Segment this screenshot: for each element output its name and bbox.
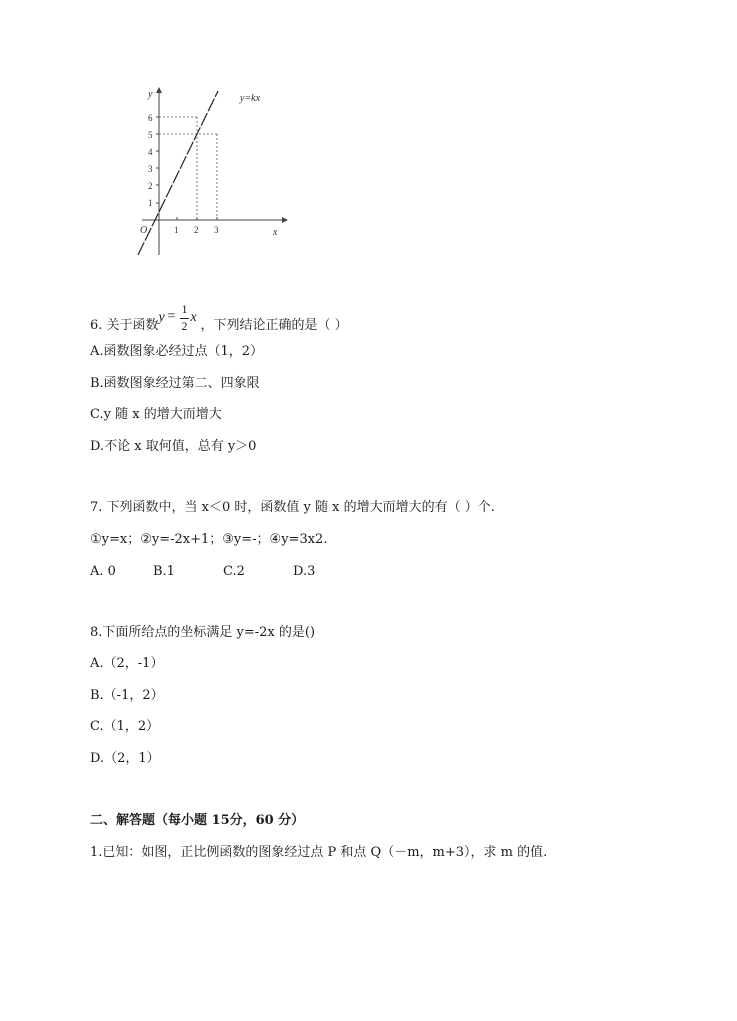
- formula-y: y: [158, 310, 165, 325]
- func-label: y=kx: [240, 93, 261, 104]
- y-tick-label: 6: [148, 113, 153, 123]
- x-tick-label: 3: [214, 225, 219, 235]
- q6-prefix: 6. 关于函数: [90, 318, 159, 333]
- q6-formula: [158, 302, 201, 340]
- formula-eq: =: [167, 309, 176, 324]
- q6-option-c: C.y 随 x 的增大而增大: [90, 407, 222, 422]
- q6-stem: [90, 302, 348, 340]
- q7-options: [90, 564, 315, 580]
- section2-q1: 1.已知：如图，正比例函数的图象经过点 P 和点 Q（－m，m+3），求 m 的值.: [90, 845, 548, 860]
- y-tick-label: 1: [148, 198, 153, 208]
- formula-num: 1: [181, 302, 188, 316]
- q8-option-a: A.（2，-1）: [90, 656, 164, 671]
- q8-stem: 8.下面所给点的坐标满足 y=-2x 的是(): [90, 625, 316, 640]
- x-axis-label: x: [273, 227, 278, 238]
- function-graph: [132, 85, 292, 260]
- y-tick-label: 3: [148, 164, 153, 174]
- x-tick-label: 1: [174, 225, 179, 235]
- q7-option-a: A. 0: [90, 564, 116, 579]
- y-tick-label: 5: [148, 130, 153, 140]
- x-axis-arrow: [282, 217, 288, 223]
- q7-option-d: D.3: [293, 564, 316, 579]
- formula-x: x: [190, 310, 197, 325]
- q8-option-d: D.（2，1）: [90, 751, 160, 766]
- q8-option-b: B.（-1，2）: [90, 688, 164, 703]
- q6-suffix: ，下列结论正确的是（ ）: [200, 318, 348, 333]
- q6-option-d: D.不论 x 取何值，总有 y＞0: [90, 439, 257, 454]
- formula-den: 2: [181, 319, 188, 333]
- q7-option-c: C.2: [223, 564, 245, 579]
- origin-label: O: [140, 225, 148, 236]
- section2-heading: 二、解答题（每小题 15分，60 分）: [90, 813, 305, 828]
- q8-option-c: C.（1，2）: [90, 719, 160, 734]
- q6-option-a: A.函数图象必经过点（1，2）: [90, 344, 264, 359]
- y-axis-arrow: [156, 87, 162, 93]
- y-tick-label: 4: [148, 147, 153, 157]
- q6-option-b: B.函数图象经过第二、四象限: [90, 376, 260, 391]
- y-axis-label: y: [148, 89, 153, 100]
- y-tick-label: 2: [148, 181, 153, 191]
- x-tick-label: 2: [194, 225, 199, 235]
- q7-functions: ①y=x；②y=-2x+1；③y=-；④y=3x2.: [90, 532, 328, 547]
- q7-stem: 7. 下列函数中，当 x＜0 时，函数值 y 随 x 的增大而增大的有（ ）个.: [90, 500, 495, 515]
- q7-option-b: B.1: [153, 564, 175, 579]
